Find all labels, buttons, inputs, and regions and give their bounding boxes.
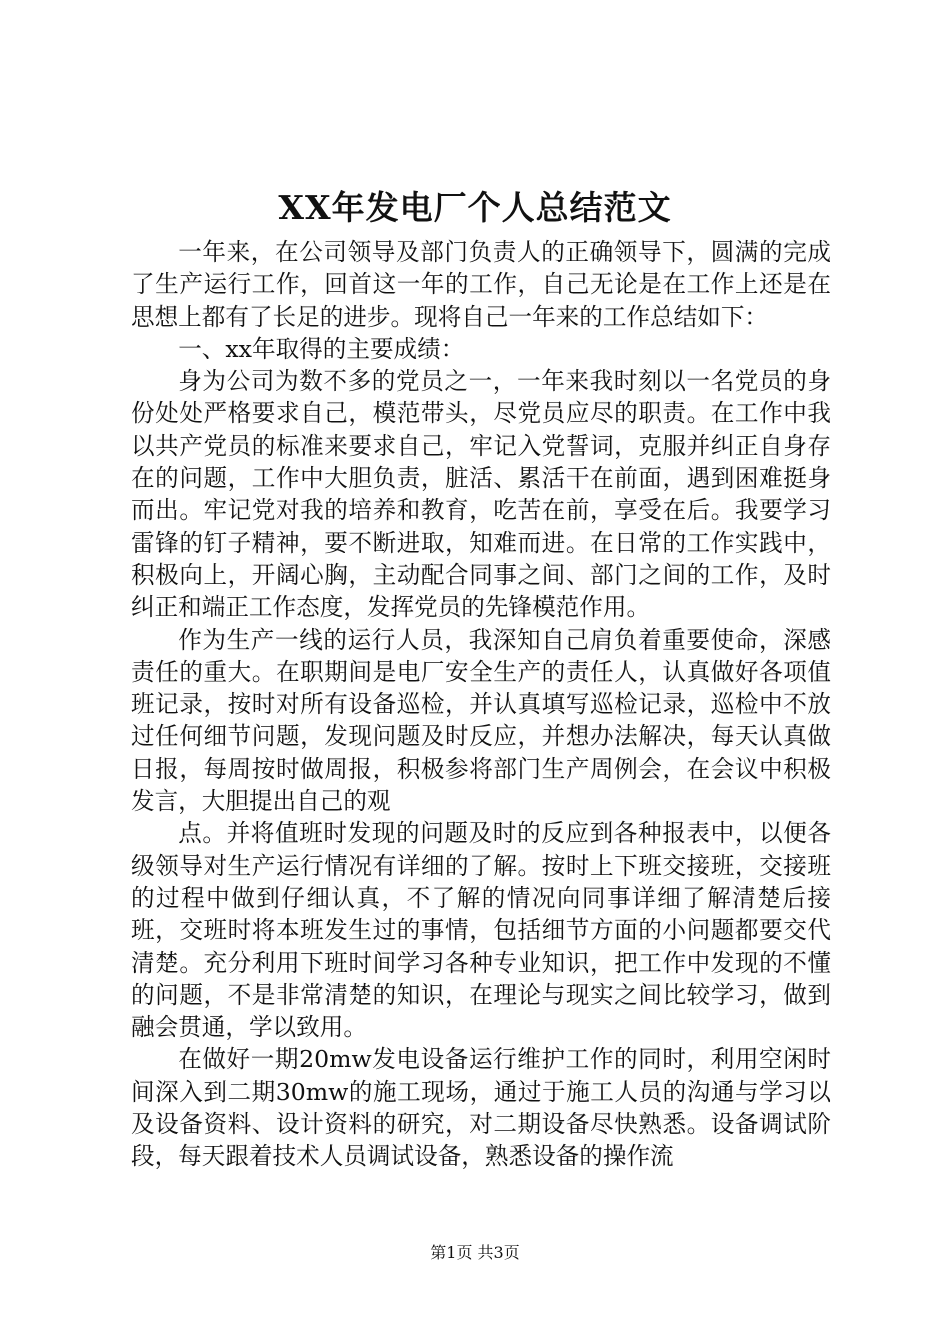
document-body [131,236,831,1173]
page-footer: 第1页 共3页 [430,1243,520,1262]
paragraph-operations-duty: 作为生产一线的运行人员，我深知自己肩负着重要使命，深感责任的重大。在职期间是电厂安全生产的责任人，认真做好各项值班记录，按时对所有设备巡检，并认真填写巡检记录，巡检中不放过任何细节问题，发现问题及时反应，并想办法解决，每天认真做日报，每周按时做周报，积极参将部门生产周例会，在会议中积极发言，大胆提出自己的观 [131,625,831,816]
section-heading-achievements: 一、xx年取得的主要成绩： [178,334,465,363]
paragraph-party-member: 身为公司为数不多的党员之一，一年来我时刻以一名党员的身份处处严格要求自己，模范带头，尽党员应尽的职责。在工作中我以共产党员的标准来要求自己，牢记入党誓词，克服并纠正自身存在的问题，工作中大胆负责，脏活、累活干在前面，遇到困难挺身而出。牢记党对我的培养和教育，吃苦在前，享受在后。我要学习雷锋的钉子精神，要不断进取，知难而进。在日常的工作实践中，积极向上，开阔心胸，主动配合同事之间、部门之间的工作，及时纠正和端正工作态度，发挥党员的先锋模范作用。 [131,367,831,622]
document-title: XX年发电厂个人总结范文 [278,188,672,227]
paragraph-phase-two: 在做好一期20mw发电设备运行维护工作的同时，利用空闲时间深入到二期30mw的施工现场，通过于施工人员的沟通与学习以及设备资料、设计资料的研究，对二期设备尽快熟悉。设备调试阶段，每天跟着技术人员调试设备，熟悉设备的操作流 [131,1045,831,1171]
paragraph-reporting: 点。并将值班时发现的问题及时的反应到各种报表中，以便各级领导对生产运行情况有详细的了解。按时上下班交接班，交接班的过程中做到仔细认真，不了解的情况向同事详细了解清楚后接班，交班时将本班发生过的事情，包括细节方面的小问题都要交代清楚。充分利用下班时间学习各种专业知识，把工作中发现的不懂的问题，不是非常清楚的知识，在理论与现实之间比较学习，做到融会贯通，学以致用。 [131,819,831,1042]
paragraph-intro: 一年来，在公司领导及部门负责人的正确领导下，圆满的完成了生产运行工作，回首这一年的工作，自己无论是在工作上还是在思想上都有了长足的进步。现将自己一年来的工作总结如下： [131,238,831,331]
